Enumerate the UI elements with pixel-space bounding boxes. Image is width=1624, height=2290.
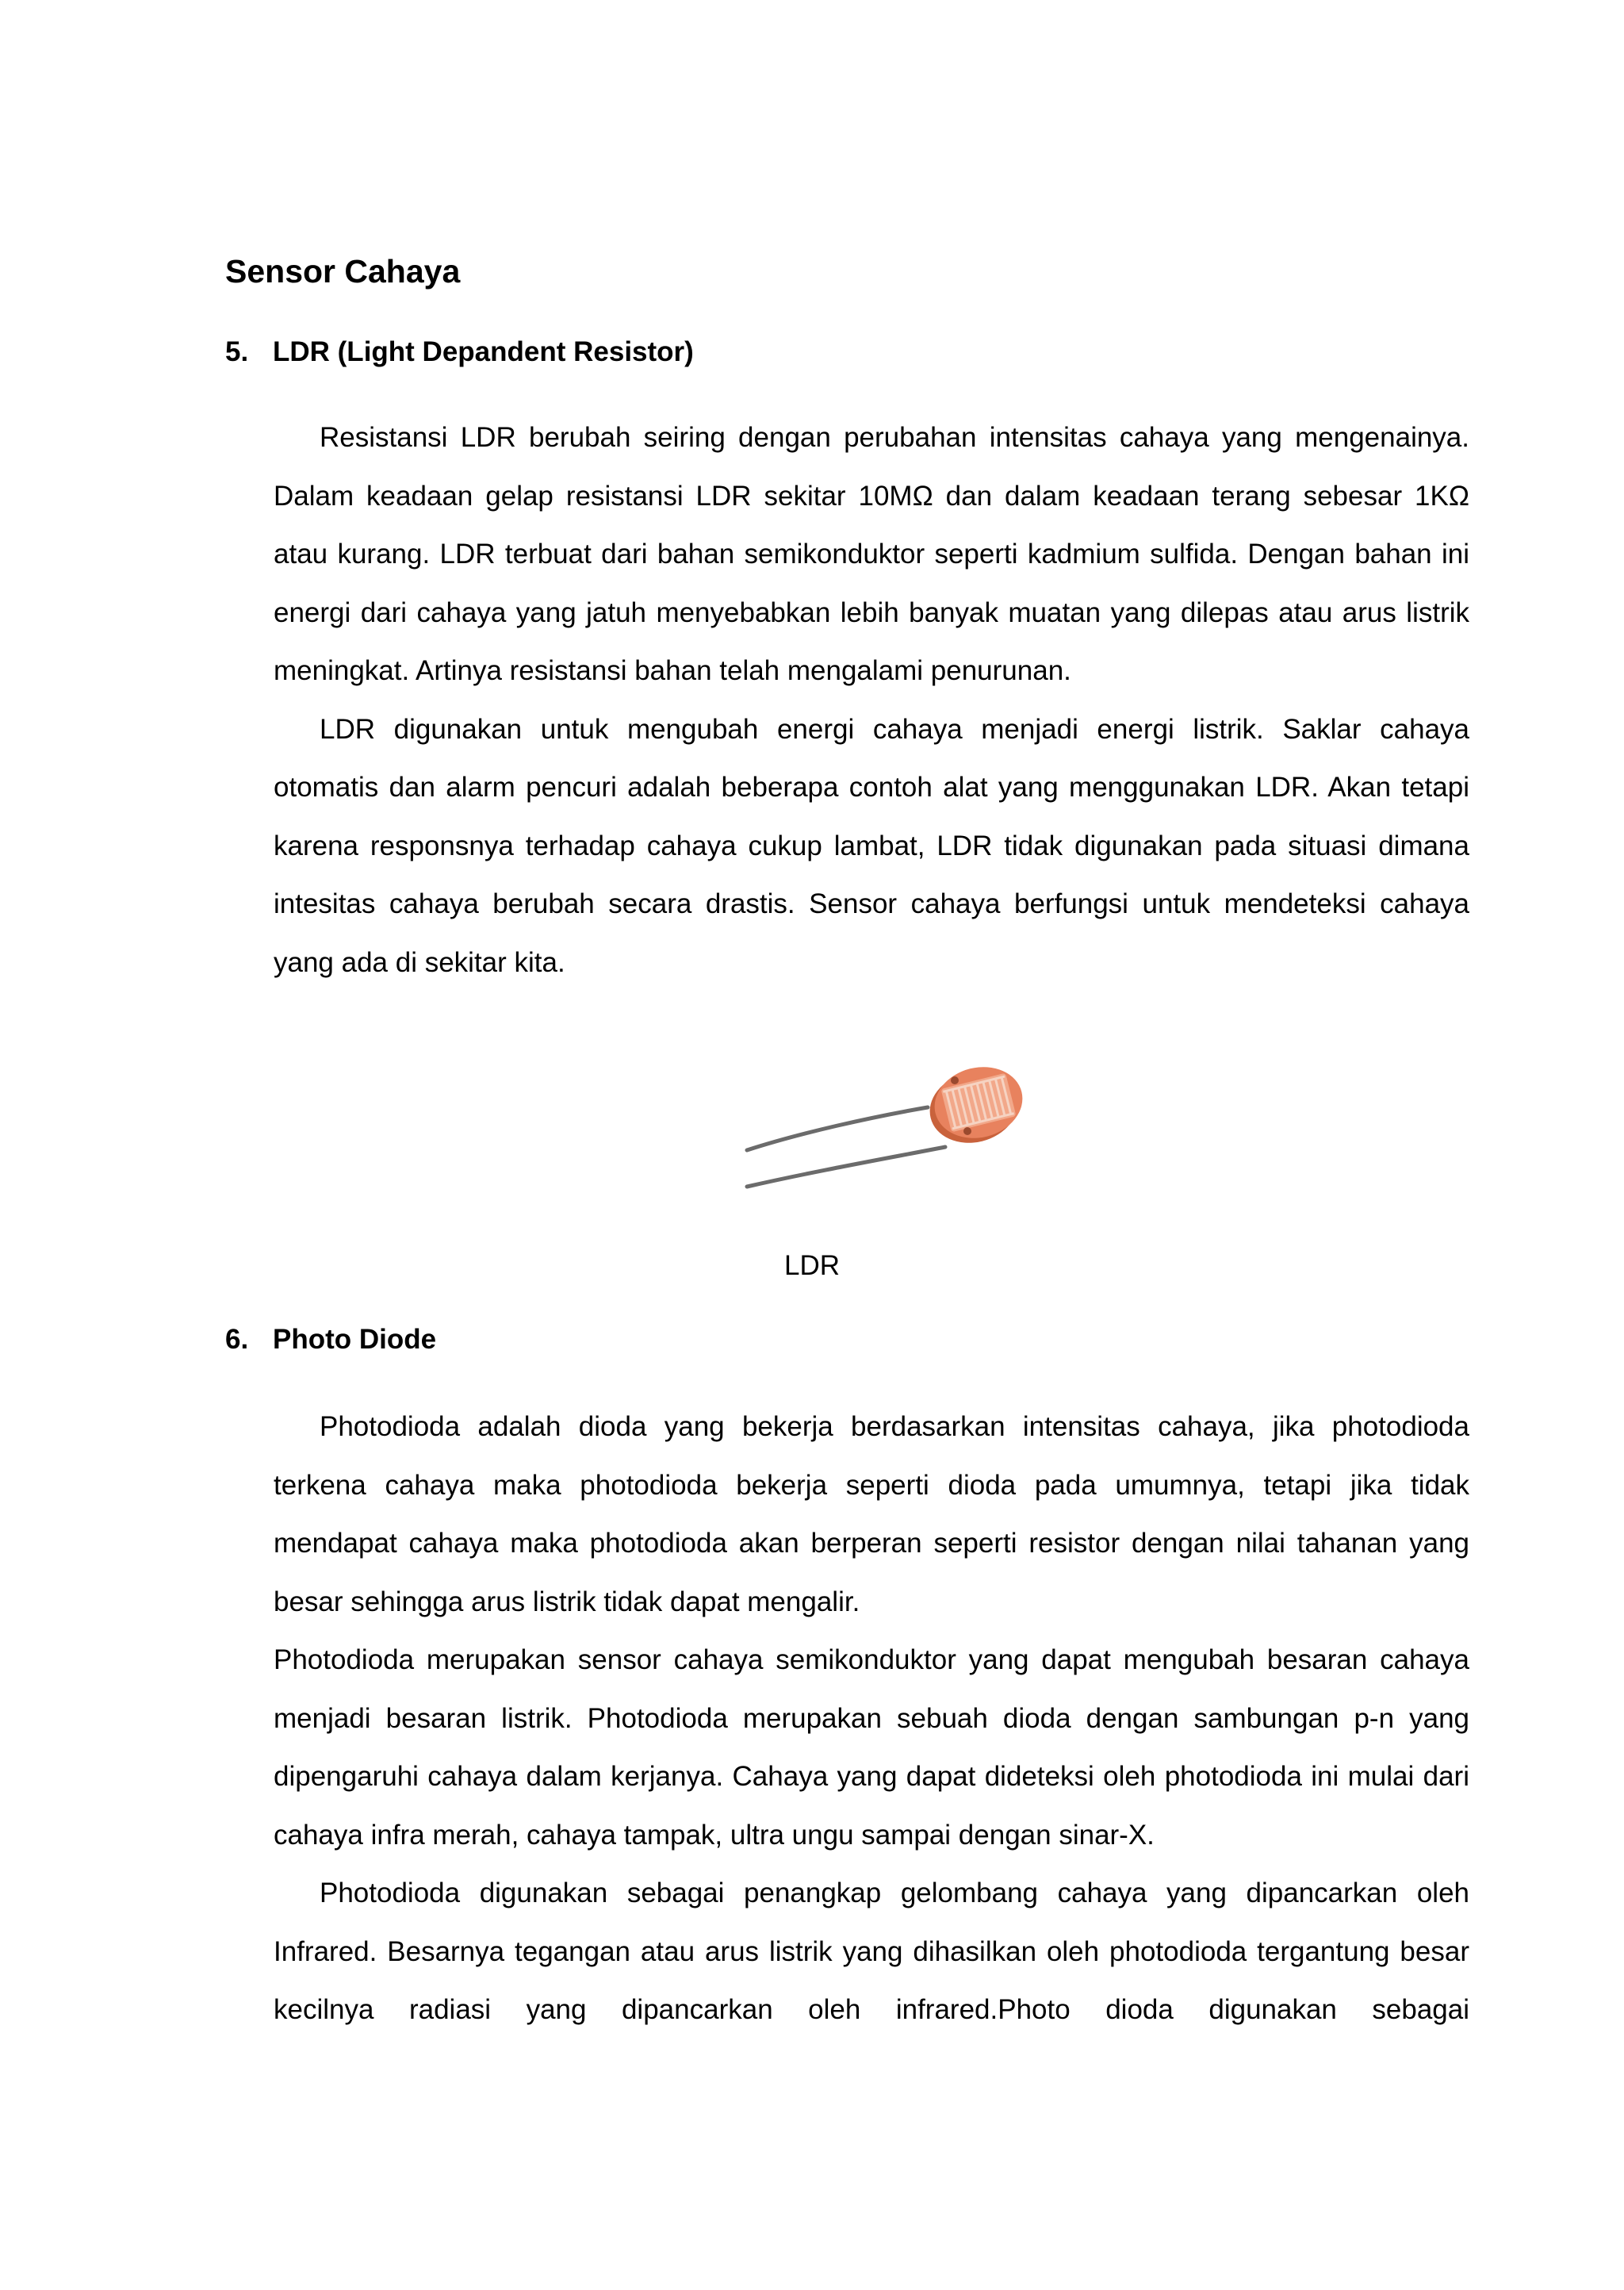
section-number: 6. xyxy=(225,1324,249,1355)
paragraph: Photodioda merupakan sensor cahaya semikonduktor yang dapat mengubah besaran cahaya menjadi besaran listrik. Photodioda merupakan sebuah dioda dengan sambungan p-n yang dipengaruhi cahaya dalam kerjanya. Cahaya yang dapat dideteksi oleh photodioda ini mulai dari cahaya infra merah, cahaya tampak, ultra ungu sampai dengan sinar-X. xyxy=(274,1644,1469,1851)
section-heading-photo-diode xyxy=(225,1319,436,1360)
figure-caption: LDR xyxy=(783,1250,841,1281)
ldr-terminal xyxy=(951,1076,959,1084)
ldr-lead-wire xyxy=(747,1147,945,1187)
section-title: Photo Diode xyxy=(273,1324,437,1355)
ldr-lead-wire xyxy=(747,1107,928,1150)
paragraph: Photodioda digunakan sebagai penangkap gelombang cahaya yang dipancarkan oleh Infrared. Besarnya tegangan atau arus listrik yang dihasilkan oleh photodioda tergantung besar kecilnya radiasi yang dipancarkan oleh infrared.Photo dioda digunakan sebagai xyxy=(274,1878,1469,2025)
photodiode-body-text xyxy=(274,1398,1469,2039)
section-title: LDR (Light Depandent Resistor) xyxy=(273,336,694,367)
section-number: 5. xyxy=(225,336,249,367)
paragraph: Resistansi LDR berubah seiring dengan perubahan intensitas cahaya yang mengenainya. Dalam keadaan gelap resistansi LDR sekitar 10MΩ dan dalam keadaan terang sebesar 1KΩ atau kurang. LDR terbuat dari bahan semikonduktor seperti kadmium sulfida. Dengan bahan ini energi dari cahaya yang jatuh menyebabkan lebih banyak muatan yang dilepas atau arus listrik meningkat. Artinya resistansi bahan telah mengalami penurunan. xyxy=(274,422,1469,686)
ldr-image xyxy=(737,1031,1039,1198)
ldr-terminal xyxy=(963,1127,971,1135)
section-heading-ldr xyxy=(225,332,694,373)
paragraph: LDR digunakan untuk mengubah energi cahaya menjadi energi listrik. Saklar cahaya otomatis dan alarm pencuri adalah beberapa contoh alat yang menggunakan LDR. Akan tetapi karena responsnya terhadap cahaya cukup lambat, LDR tidak digunakan pada situasi dimana intesitas cahaya berubah secara drastis. Sensor cahaya berfungsi untuk mendeteksi cahaya yang ada di sekitar kita. xyxy=(274,713,1469,978)
paragraph: Photodioda adalah dioda yang bekerja berdasarkan intensitas cahaya, jika photodioda terkena cahaya maka photodioda bekerja seperti dioda pada umumnya, tetapi jika tidak mendapat cahaya maka photodioda akan berperan seperti resistor dengan nilai tahanan yang besar sehingga arus listrik tidak dapat mengalir. xyxy=(274,1411,1469,1617)
ldr-body-text xyxy=(274,409,1469,992)
page-title: Sensor Cahaya xyxy=(225,253,461,290)
